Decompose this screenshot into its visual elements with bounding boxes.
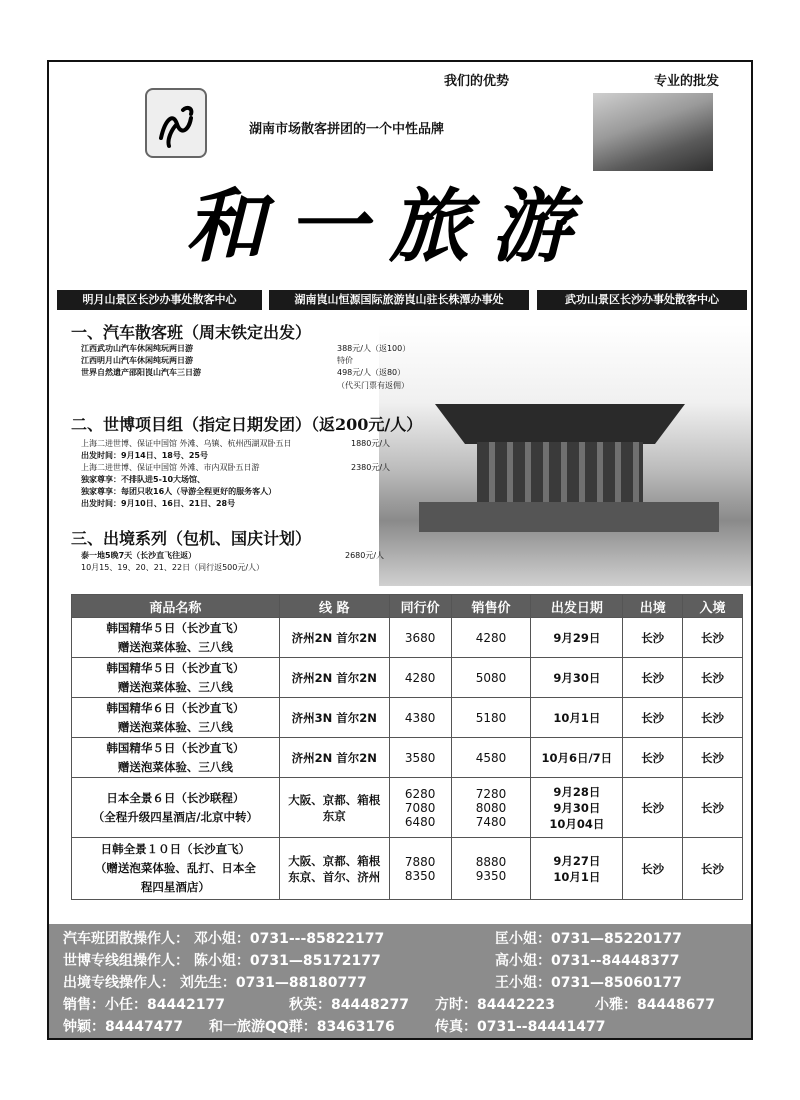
bus-price-3: 498元/人（返80） — [337, 368, 406, 377]
china-pavilion-image — [379, 324, 753, 586]
table-row — [72, 658, 743, 698]
contact-expo-gao: 高小姐：0731--84448377 — [495, 953, 680, 969]
bus-item-3: 世界自然遗产邵阳崀山汽车三日游 — [81, 368, 201, 377]
pavilion-roof — [435, 404, 685, 444]
table-row — [72, 698, 743, 738]
trade-price: 3580 — [389, 738, 451, 778]
exit-city: 长沙 — [623, 778, 683, 838]
route: 济州2N 首尔2N — [279, 618, 389, 658]
outbound-line-1: 泰一地5晚7天（长沙直飞往返） — [81, 551, 197, 560]
trade-price: 3680 — [389, 618, 451, 658]
office-mingyueshan: 明月山景区长沙办事处散客中心 — [57, 290, 262, 310]
col-departure-date: 出发日期 — [531, 595, 623, 618]
col-entry: 入境 — [683, 595, 743, 618]
contacts-footer — [49, 924, 753, 1040]
contact-outbound-wang: 王小姐：0731—85060177 — [495, 975, 682, 991]
product-name: 韩国精华５日（长沙直飞） 赠送泡菜体验、三八线 — [72, 658, 280, 698]
expo-line-1: 上海二进世博、保证中国馆 外滩、乌镇、杭州西湖双卧五日 — [81, 439, 292, 448]
departure-date: 9月30日 — [531, 658, 623, 698]
col-route: 线 路 — [279, 595, 389, 618]
contact-sales-xiaoya: 小雅：84448677 — [595, 997, 715, 1013]
office-wugongshan: 武功山景区长沙办事处散客中心 — [537, 290, 747, 310]
departure-date: 9月29日 — [531, 618, 623, 658]
product-name: 韩国精华５日（长沙直飞） 赠送泡菜体验、三八线 — [72, 618, 280, 658]
outbound-price-1: 2680元/人 — [345, 551, 385, 560]
exit-city: 长沙 — [623, 738, 683, 778]
exit-city: 长沙 — [623, 698, 683, 738]
sale-price: 4580 — [451, 738, 531, 778]
bus-note: （代买门票有返佣） — [337, 381, 409, 390]
route: 济州2N 首尔2N — [279, 738, 389, 778]
table-header-row — [72, 595, 743, 618]
sale-price: 7280 8080 7480 — [451, 778, 531, 838]
entry-city: 长沙 — [683, 778, 743, 838]
expo-price-1: 1880元/人 — [351, 439, 391, 448]
product-name: 韩国精华５日（长沙直飞） 赠送泡菜体验、三八线 — [72, 738, 280, 778]
exit-city: 长沙 — [623, 658, 683, 698]
product-name: 日韩全景１０日（长沙直飞） （赠送泡菜体验、乱打、日本全 程四星酒店） — [72, 838, 280, 900]
wholesale-label: 专业的批发 — [654, 74, 720, 89]
expo-line-4: 独家尊享：不排队进5-10大场馆、 — [81, 475, 206, 484]
departure-date: 10月6日/7日 — [531, 738, 623, 778]
departure-date: 9月28日 9月30日 10月04日 — [531, 778, 623, 838]
flyer — [47, 60, 753, 1040]
entry-city: 长沙 — [683, 738, 743, 778]
mountain-photo — [593, 93, 713, 171]
tagline: 湖南市场散客拼团的一个中性品牌 — [249, 122, 445, 137]
our-advantage-label: 我们的优势 — [444, 74, 510, 89]
pavilion-body — [477, 442, 643, 502]
entry-city: 长沙 — [683, 838, 743, 900]
contact-fax: 传真：0731--84441477 — [435, 1019, 606, 1035]
trade-price: 7880 8350 — [389, 838, 451, 900]
brand-title: 和一旅游 — [185, 179, 593, 273]
contact-sales-xiaoren: 销售：小任：84442177 — [63, 997, 225, 1013]
entry-city: 长沙 — [683, 618, 743, 658]
route: 济州2N 首尔2N — [279, 658, 389, 698]
bus-price-1: 388元/人（返100） — [337, 344, 411, 353]
sale-price: 5080 — [451, 658, 531, 698]
sale-price: 8880 9350 — [451, 838, 531, 900]
col-product-name: 商品名称 — [72, 595, 280, 618]
expo-line-5: 独家尊享：每团只收16人（导游全程更好的服务客人） — [81, 487, 277, 496]
route: 大阪、京都、箱根 东京 — [279, 778, 389, 838]
product-name: 日本全景６日（长沙联程） （全程升级四星酒店/北京中转） — [72, 778, 280, 838]
office-langshan: 湖南崀山恒源国际旅游崀山驻长株潭办事处 — [269, 290, 529, 310]
table-row — [72, 778, 743, 838]
table-row — [72, 618, 743, 658]
departure-date: 10月1日 — [531, 698, 623, 738]
route: 济州3N 首尔2N — [279, 698, 389, 738]
table-row — [72, 838, 743, 900]
trade-price: 4380 — [389, 698, 451, 738]
bus-item-1: 江西武功山汽车休闲纯玩两日游 — [81, 344, 193, 353]
expo-line-3: 上海二进世博、保证中国馆 外滩、市内双卧五日游 — [81, 463, 260, 472]
expo-line-6: 出发时间：9月10日、16日、21日、28号 — [81, 499, 236, 508]
product-table — [71, 594, 743, 900]
exit-city: 长沙 — [623, 838, 683, 900]
outbound-section-title: 三、出境系列（包机、国庆计划） — [71, 529, 312, 548]
expo-price-3: 2380元/人 — [351, 463, 391, 472]
trade-price: 4280 — [389, 658, 451, 698]
contact-expo-chen: 世博专线组操作人： 陈小姐：0731—85172177 — [63, 953, 381, 969]
pavilion-base — [419, 502, 719, 532]
expo-section-title: 二、世博项目组（指定日期发团）（返200元/人） — [71, 415, 423, 434]
bus-section-title: 一、汽车散客班（周末铁定出发） — [71, 323, 312, 342]
departure-date: 9月27日 10月1日 — [531, 838, 623, 900]
table-row — [72, 738, 743, 778]
brand-logo-icon — [145, 88, 207, 158]
contact-sales-qiuying: 秋英：84448277 — [289, 997, 409, 1013]
col-exit: 出境 — [623, 595, 683, 618]
entry-city: 长沙 — [683, 658, 743, 698]
col-trade-price: 同行价 — [389, 595, 451, 618]
exit-city: 长沙 — [623, 618, 683, 658]
expo-line-2: 出发时间：9月14日、18号、25号 — [81, 451, 208, 460]
contact-bus-deng: 汽车班团散操作人： 邓小姐：0731---85822177 — [63, 931, 385, 947]
product-name: 韩国精华６日（长沙直飞） 赠送泡菜体验、三八线 — [72, 698, 280, 738]
col-sale-price: 销售价 — [451, 595, 531, 618]
contact-zhongying: 钟颖：84447477 — [63, 1019, 183, 1035]
contact-sales-fangshi: 方时：84442223 — [435, 997, 555, 1013]
route: 大阪、京都、箱根 东京、首尔、济州 — [279, 838, 389, 900]
trade-price: 6280 7080 6480 — [389, 778, 451, 838]
contact-qq-group: 和一旅游QQ群：83463176 — [209, 1019, 395, 1035]
sale-price: 4280 — [451, 618, 531, 658]
bus-item-2: 江西明月山汽车休闲纯玩两日游 — [81, 356, 193, 365]
bus-price-2: 特价 — [337, 356, 353, 365]
outbound-line-2: 10月15、19、20、21、22日（同行返500元/人） — [81, 563, 265, 572]
contact-outbound-liu: 出境专线操作人： 刘先生：0731—88180777 — [63, 975, 367, 991]
sale-price: 5180 — [451, 698, 531, 738]
contact-bus-kuang: 匡小姐：0731—85220177 — [495, 931, 682, 947]
entry-city: 长沙 — [683, 698, 743, 738]
